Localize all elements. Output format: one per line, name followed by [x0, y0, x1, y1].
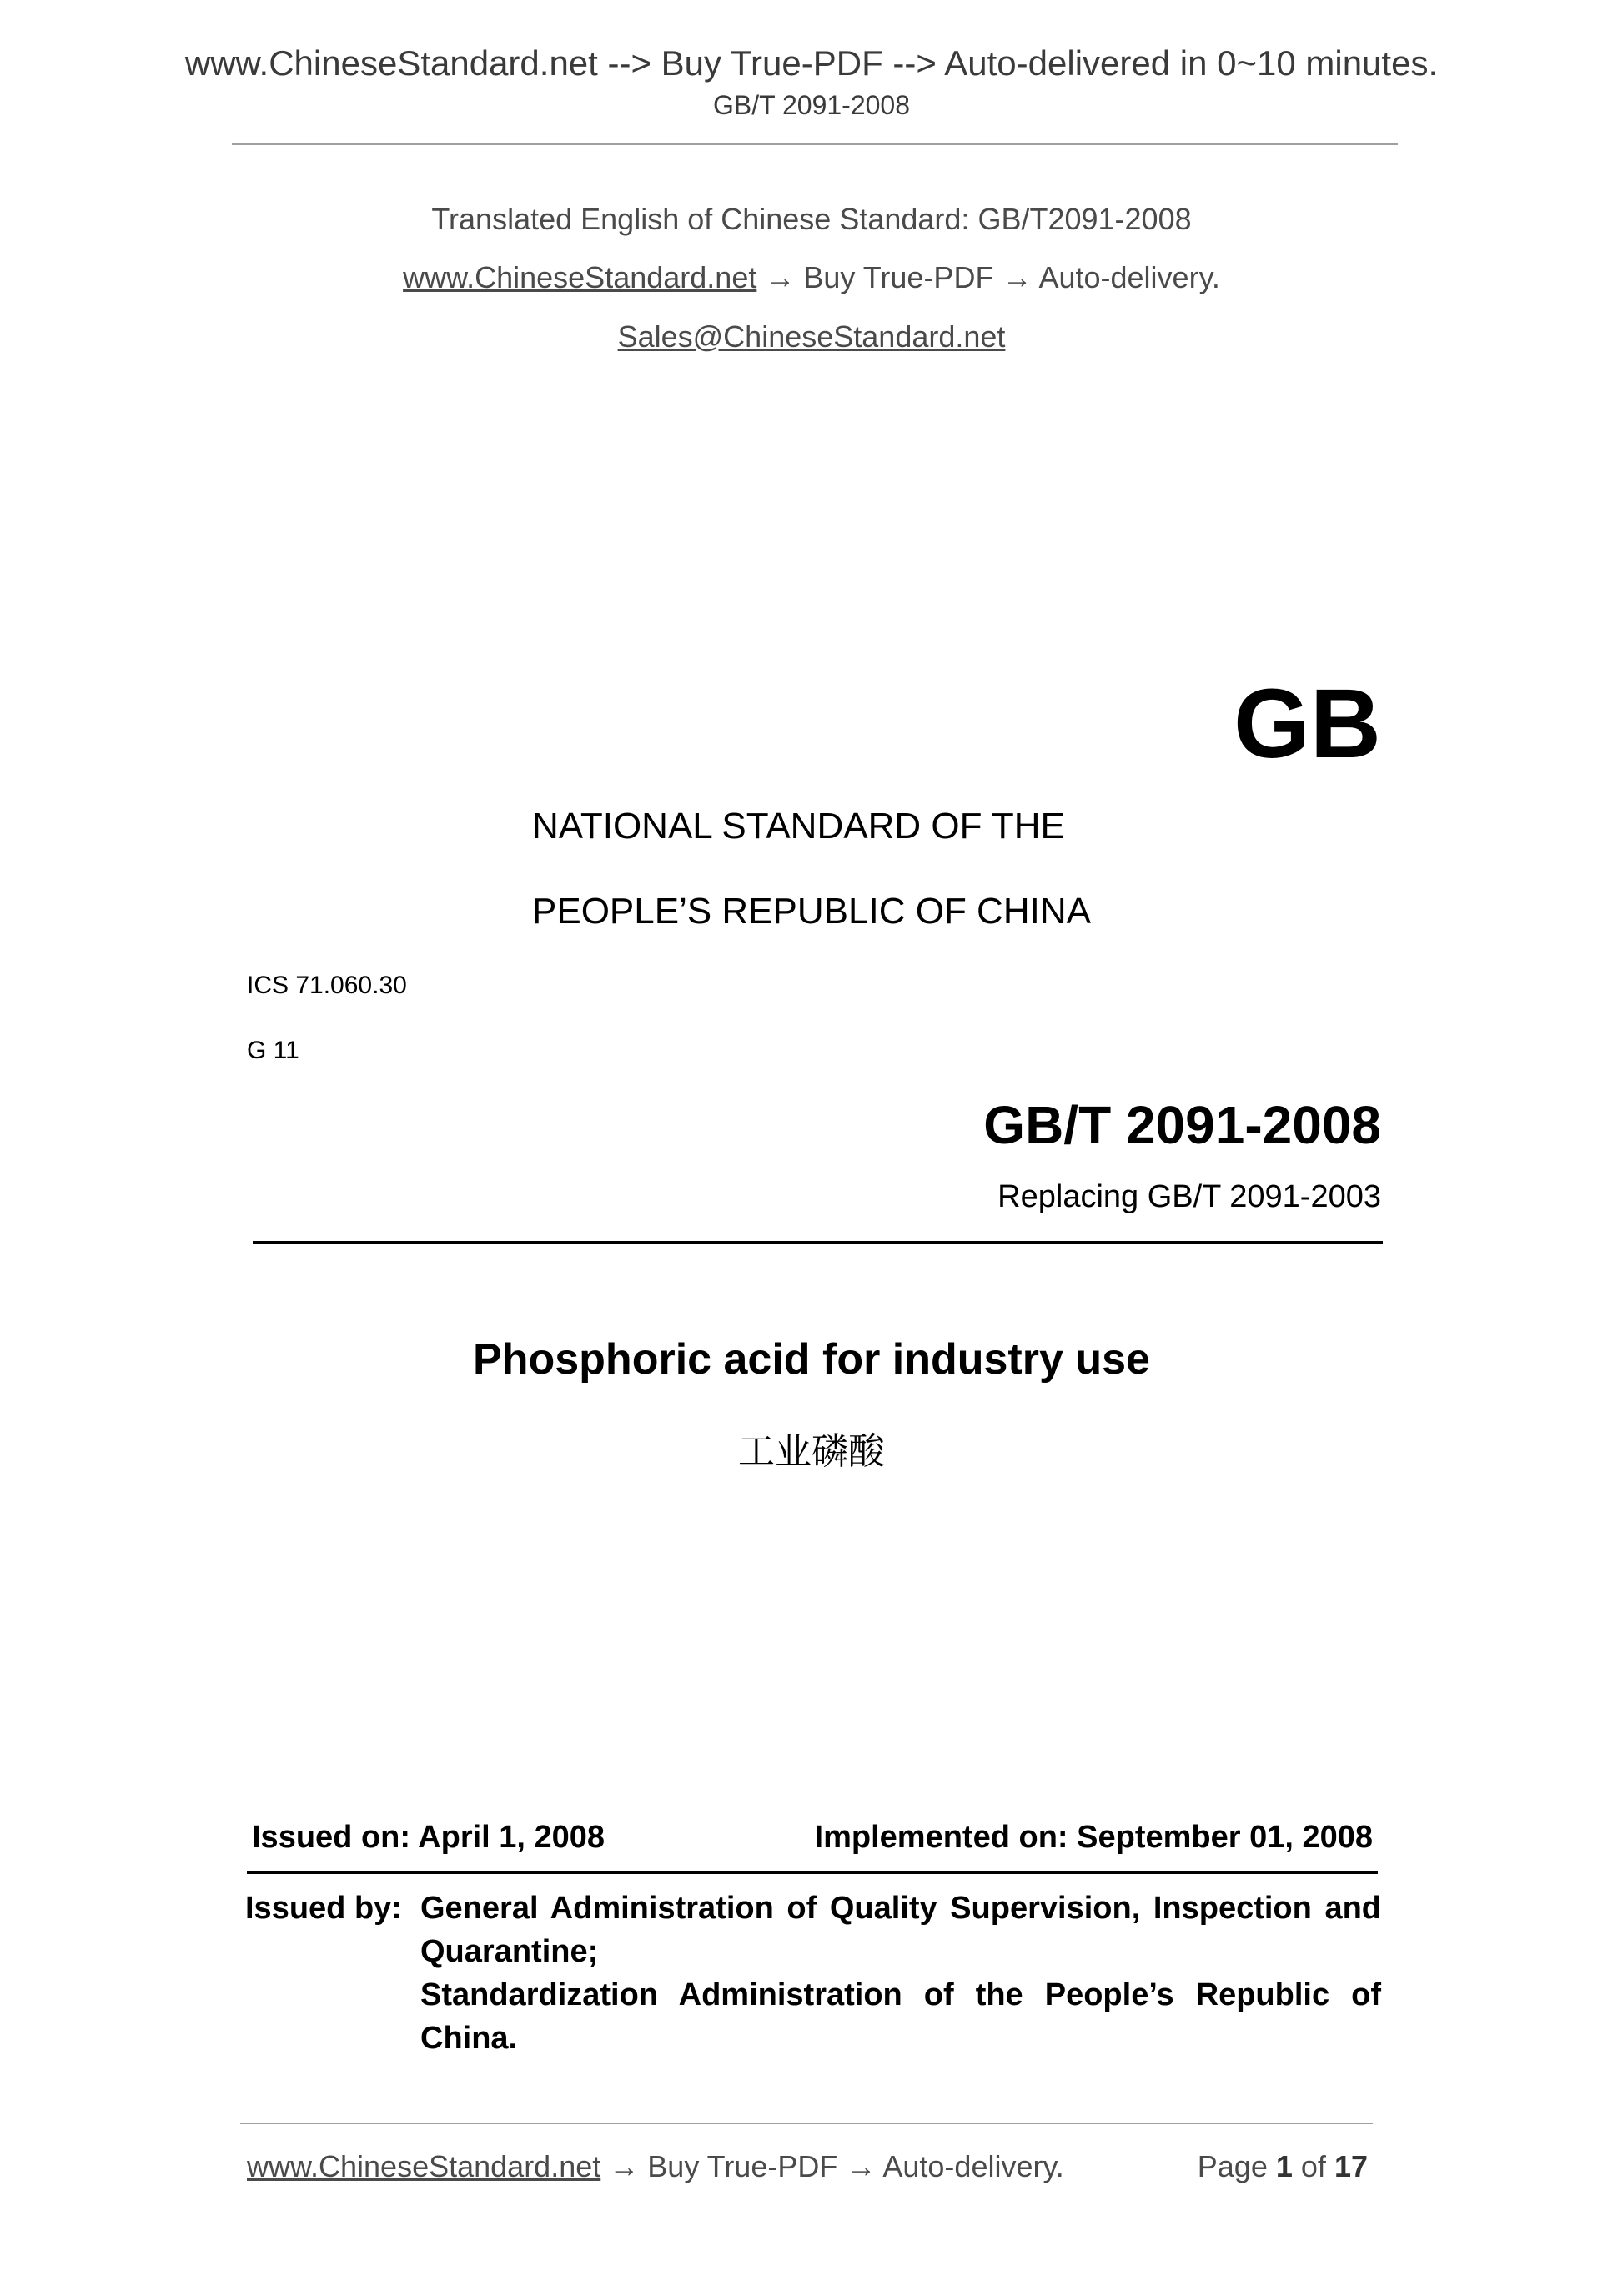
- ics-code: ICS 71.060.30: [247, 972, 407, 999]
- header-standard-code: GB/T 2091-2008: [712, 90, 910, 120]
- footer-site-link[interactable]: www.ChineseStandard.net: [247, 2149, 601, 2183]
- arrow-right-icon: →: [609, 2149, 640, 2183]
- implemented-date: Implemented on: September 01, 2008: [814, 1820, 1373, 1855]
- standard-number: GB/T 2091-2008: [983, 1095, 1381, 1155]
- footer-divider: [240, 2123, 1373, 2124]
- arrow-right-icon: →: [846, 2149, 877, 2183]
- site-link[interactable]: www.ChineseStandard.net: [403, 260, 757, 294]
- of-label: of: [1300, 2149, 1326, 2183]
- national-standard-line-2: PEOPLE’S REPUBLIC OF CHINA: [532, 891, 1091, 932]
- translation-title: Translated English of Chinese Standard: GB/T2091-2008: [431, 202, 1192, 236]
- issued-date: Issued on: April 1, 2008: [252, 1820, 605, 1855]
- footer-purchase-line: [247, 2149, 1064, 2184]
- purchase-line: [0, 260, 1623, 295]
- issued-by-label: Issued by:: [245, 1891, 402, 1926]
- national-standard-line-1: NATIONAL STANDARD OF THE: [532, 806, 1065, 847]
- page-total: 17: [1334, 2149, 1368, 2183]
- page-number: 1: [1275, 2149, 1293, 2183]
- header-divider: [232, 143, 1398, 145]
- gb-mark: GB: [1234, 669, 1381, 779]
- document-title: Phosphoric acid for industry use: [473, 1335, 1150, 1384]
- page-label: Page: [1197, 2149, 1268, 2183]
- buy-text: Buy True-PDF: [803, 260, 994, 294]
- footer-buy-text: Buy True-PDF: [647, 2149, 838, 2183]
- document-title-chinese: 工业磷酸: [738, 1430, 885, 1473]
- delivery-text: Auto-delivery.: [1038, 260, 1220, 294]
- arrow-right-icon: →: [765, 260, 796, 294]
- issuer-1: General Administration of Quality Supervision, Inspection and Quarantine;: [420, 1891, 1381, 1969]
- issued-by-block: [245, 1887, 1381, 2060]
- classification-code: G 11: [247, 1037, 299, 1064]
- issue-divider: [247, 1871, 1378, 1874]
- arrow-right-icon: →: [1002, 260, 1033, 294]
- header-banner: www.ChineseStandard.net --> Buy True-PDF --> Auto-delivered in 0~10 minutes.: [184, 43, 1439, 83]
- email-link[interactable]: Sales@ChineseStandard.net: [617, 319, 1006, 354]
- title-divider: [253, 1241, 1383, 1244]
- email-line: [0, 319, 1623, 354]
- replacing-note: Replacing GB/T 2091-2003: [997, 1179, 1381, 1214]
- footer-delivery-text: Auto-delivery.: [882, 2149, 1064, 2183]
- page-indicator: [1198, 2149, 1368, 2184]
- issuer-2: Standardization Administration of the People’s Republic of China.: [420, 1977, 1381, 2056]
